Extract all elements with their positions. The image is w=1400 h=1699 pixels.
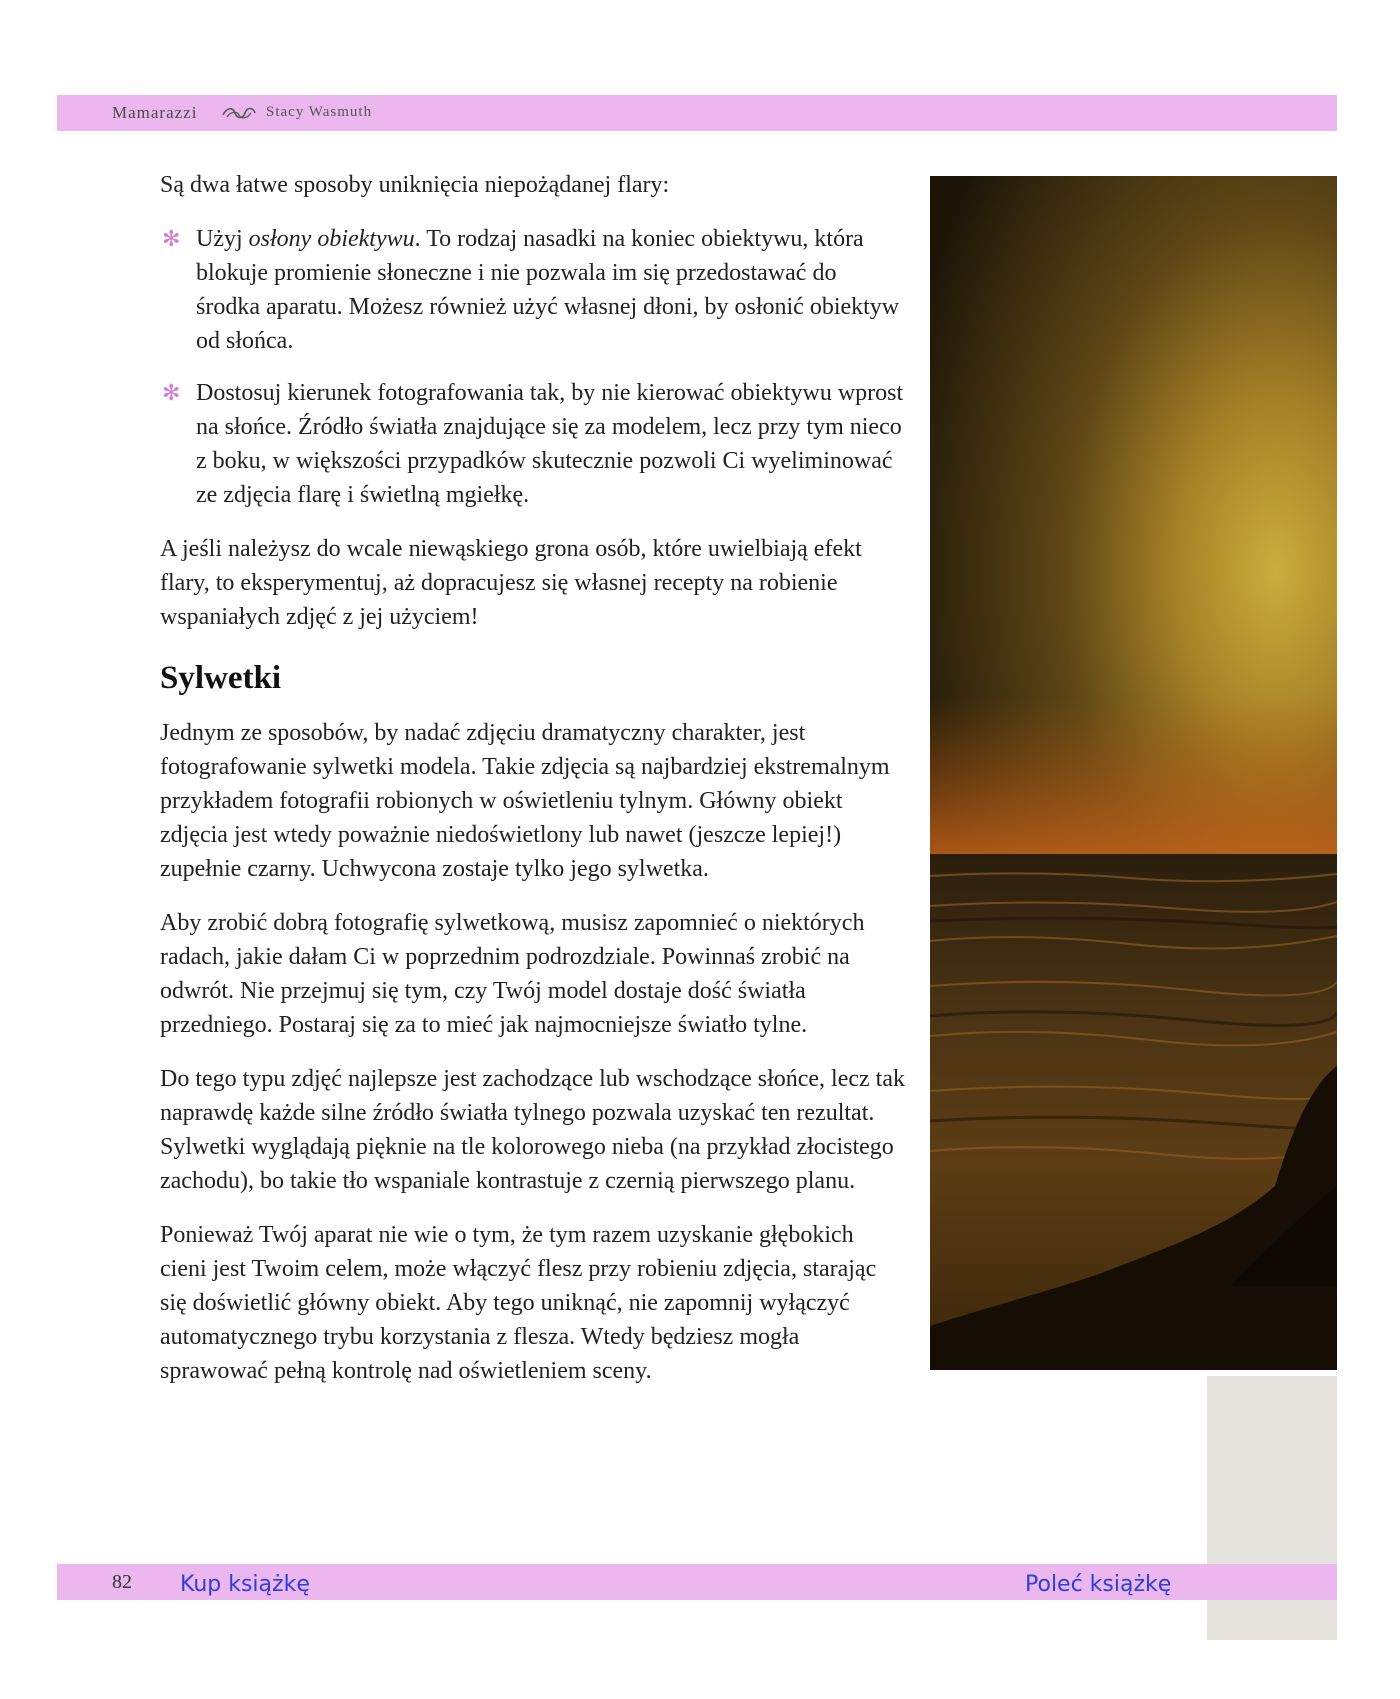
sunset-photo [930,176,1337,1370]
recommend-book-link[interactable]: Poleć książkę [1025,1572,1172,1597]
section-heading: Sylwetki [160,660,282,696]
body-paragraph: Aby zrobić dobrą fotografię sylwetkową, musisz zapomnieć o niektórych radach, jakie dałam Ci w poprzednim podrozdziale. Powinnaś zrobić na odwrót. Nie przejmuj się tym, czy Twój model dostaje dość światła przedniego. Postaraj się za to mieć jak najmocniejsze światło tylne. [160,910,865,1038]
bullet-list [160,222,905,512]
body-paragraph: Jednym ze sposobów, by nadać zdjęciu dramatyczny charakter, jest fotografowanie sylwetki modela. Takie zdjęcia są najbardziej ekstremalnym przykładem fotografii robionych w oświetleniu tylnym. Główny obiekt zdjęcia jest wtedy poważnie niedoświetlony lub nawet (jeszcze lepiej!) zupełnie czarny. Uchwycona zostaje tylko jego sylwetka. [160,720,890,882]
body-paragraph: Do tego typu zdjęć najlepsze jest zachodzące lub wschodzące słońce, lecz tak naprawdę każde silne źródło światła tylnego pozwala uzyskać ten rezultat. Sylwetki wyglądają pięknie na tle kolorowego nieba (na przykład złocistego zachodu), bo takie tło wspaniale kontrastuje z czernią pierwszego planu. [160,1066,905,1194]
asterisk-bullet-icon: ✻ [162,380,181,405]
list-item [160,376,905,512]
bullet-emphasis: osłony obiektywu [248,226,415,252]
asterisk-bullet-icon: ✻ [162,226,181,251]
running-footer [57,1564,1337,1600]
flare-paragraph: A jeśli należysz do wcale niewąskiego grona osób, które uwielbiają efekt flary, to eksperymentuj, aż dopracujesz się własnej recepty na robienie wspaniałych zdjęć z jej użyciem! [160,536,862,630]
list-item [160,222,905,358]
running-header [57,95,1337,131]
intro-paragraph: Są dwa łatwe sposoby uniknięcia niepożądanej flary: [160,172,670,198]
page-number: 82 [112,1571,132,1593]
header-book-title: Mamarazzi [112,103,198,122]
buy-book-link[interactable]: Kup książkę [180,1572,310,1597]
bullet-text: . To rodzaj nasadki na koniec obiektywu, która blokuje promienie słoneczne i nie pozwala im się przedostawać do środka aparatu. Możesz również użyć własnej dłoni, by osłonić obiektyw od słońca. [196,226,900,354]
bullet-text: Dostosuj kierunek fotografowania tak, by nie kierować obiektywu wprost na słońce. Źródło światła znajdujące się za modelem, lecz przy tym nieco z boku, w większości przypadków skutecznie pozwoli Ci wyeliminować ze zdjęcia flarę i świetlną mgiełkę. [196,380,904,508]
bullet-text-prefix: Użyj [196,226,249,252]
page-body [160,168,905,1408]
body-paragraph: Ponieważ Twój aparat nie wie o tym, że tym razem uzyskanie głębokich cieni jest Twoim celem, może włączyć flesz przy robieniu zdjęcia, starając się doświetlić główny obiekt. Aby tego uniknąć, nie zapomnij wyłączyć automatycznego trybu korzystania z flesza. Wtedy będziesz mogła sprawować pełną kontrolę nad oświetleniem sceny. [160,1222,877,1384]
header-author: Stacy Wasmuth [266,104,373,120]
sunset-image [930,176,1337,1370]
side-panel [1207,1376,1337,1640]
ornament-swirl-icon [221,103,257,123]
